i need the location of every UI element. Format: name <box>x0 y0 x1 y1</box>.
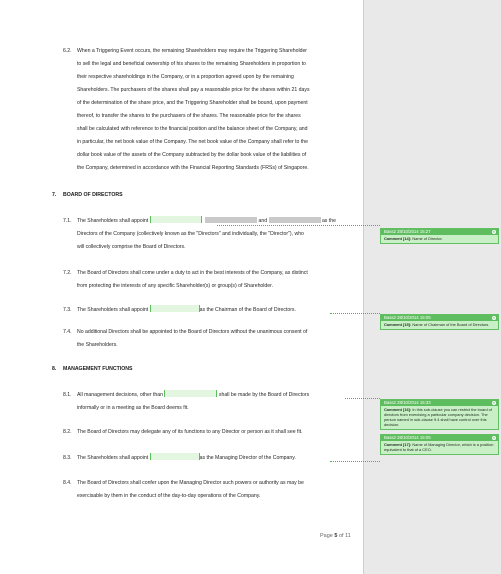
comment-margin <box>363 0 501 574</box>
comment-header <box>381 315 498 321</box>
section-number: 7. <box>52 192 57 198</box>
clause-number: 8.2. <box>63 429 72 435</box>
text-line: Shareholders. The purchasers of the shares shall pay a reasonable price for the shares within 21 days <box>77 87 310 93</box>
text-run: The Shareholders shall appoint <box>77 455 149 461</box>
clause-8-1-line-1 <box>77 390 309 400</box>
comment-balloon-16[interactable] <box>380 399 499 430</box>
comment-connector <box>330 313 380 314</box>
comment-text: In this sub-clause you can restrict the board of directors from exercising a particular company decision. The person named in sub-clause 9.4 shall have control over this decision. <box>384 407 492 427</box>
comment-connector <box>217 225 380 226</box>
comment-connector <box>345 398 380 399</box>
comment-author-date: Bass2 28/10/2014 15:27 <box>384 229 431 234</box>
comment-label: Comment [17]: <box>384 442 412 447</box>
text-line: will collectively comprise the Board of Directors. <box>77 244 186 250</box>
comment-text: Name of Director. <box>412 236 443 241</box>
text-run: shall be made by the Board of Directors <box>218 392 310 398</box>
comment-label: Comment [14]: <box>384 236 412 241</box>
text-run: as the Managing Director of the Company. <box>199 455 296 461</box>
comment-header <box>381 400 498 406</box>
text-line: No additional Directors shall be appointed to the Board of Directors without the unanimous consent of <box>77 329 308 335</box>
clause-number: 7.3. <box>63 307 72 313</box>
clause-number: 7.4. <box>63 329 72 335</box>
text-line: informally or in a meeting as the Board deems fit. <box>77 405 189 411</box>
section-number: 8. <box>52 366 57 372</box>
restricted-decision-field[interactable] <box>164 390 217 397</box>
close-icon[interactable]: × <box>492 399 495 405</box>
text-line: in particular, the net book value of the Company. The net book value of the Company shall refer to the <box>77 139 308 145</box>
close-icon[interactable]: × <box>492 314 495 320</box>
comment-text: Name of Managing Director, which is a position equivalent to that of a CEO. <box>384 442 494 452</box>
redacted-text <box>269 217 321 223</box>
text-line: their respective shareholdings in the Company, or in a proportion agreed upon by the remaining <box>77 74 294 80</box>
comment-body <box>381 321 498 329</box>
clause-number: 6.2. <box>63 48 72 54</box>
clause-8-3-line-1 <box>77 453 296 463</box>
text-line: The Board of Directors shall confer upon the Managing Director such powers or authority as may be <box>77 480 304 486</box>
text-line: Directors of the Company (collectively known as the "Directors" and individually, the "Director"), who <box>77 231 304 237</box>
total-pages: 11 <box>345 533 351 539</box>
director-name-field[interactable] <box>150 216 202 223</box>
text-run: as the Chairman of the Board of Directors. <box>199 307 296 313</box>
clause-number: 8.3. <box>63 455 72 461</box>
comment-body <box>381 406 498 429</box>
text-run: All management decisions, other than <box>77 392 164 398</box>
comment-author-date: Bass2 28/10/2014 15:05 <box>384 435 431 440</box>
text-line: exercisable by them in the conduct of the day-to-day operations of the Company. <box>77 493 261 499</box>
section-heading: BOARD OF DIRECTORS <box>63 192 123 198</box>
text-line: When a Triggering Event occurs, the remaining Shareholders may require the Triggering Shareholder <box>77 48 308 54</box>
close-icon[interactable]: × <box>492 434 495 440</box>
comment-body <box>381 235 498 243</box>
comment-label: Comment [15]: <box>384 322 412 327</box>
comment-text: Name of Chairman of the Board of Directors. <box>412 322 490 327</box>
clause-number: 8.1. <box>63 392 72 398</box>
comment-connector <box>330 461 380 462</box>
text-line: of the determination of the share price, and the Triggering Shareholder shall be bound, upon payment <box>77 100 308 106</box>
section-heading: MANAGEMENT FUNCTIONS <box>63 366 133 372</box>
chairman-name-field[interactable] <box>150 305 200 312</box>
comment-author-date: Bass2 28/10/2014 15:33 <box>384 400 431 405</box>
page-label: Page <box>320 533 333 539</box>
clause-number: 7.2. <box>63 270 72 276</box>
redacted-text <box>205 217 257 223</box>
text-run: and <box>258 218 268 224</box>
text-run: as the <box>321 218 336 224</box>
text-line: The Board of Directors shall come under a duty to act in the best interests of the Company, as distinct <box>77 270 308 276</box>
text-line: to sell the legal and beneficial ownership of his shares to the remaining Shareholders in proportion to <box>77 61 306 67</box>
clause-number: 8.4. <box>63 480 72 486</box>
comment-balloon-14[interactable] <box>380 228 499 244</box>
text-run: The Shareholders shall appoint <box>77 307 149 313</box>
page-number <box>320 533 351 539</box>
clause-number: 7.1. <box>63 218 72 224</box>
current-page: 5 <box>334 533 338 539</box>
text-line: the Company, determined in accordance with the Financial Reporting Standards (FRSs) of Singapore. <box>77 165 309 171</box>
comment-header <box>381 229 498 235</box>
managing-director-name-field[interactable] <box>150 453 200 460</box>
text-line: thereof, to transfer the shares to the purchasers of the shares. The reasonable price for the shares <box>77 113 301 119</box>
text-line: the Shareholders. <box>77 342 118 348</box>
text-line: dollar book value of the assets of the Company subtracted by the dollar book value of the liabilities of <box>77 152 307 158</box>
text-line: shall be calculated with reference to the financial position and the balance sheet of the Company, and <box>77 126 308 132</box>
text-line: from protecting the interests of any specific Shareholder(s) or group(s) of Shareholder. <box>77 283 274 289</box>
comment-balloon-17[interactable] <box>380 434 499 455</box>
comment-balloon-15[interactable] <box>380 314 499 330</box>
text-line: The Board of Directors may delegate any of its functions to any Director or person as it shall see fit. <box>77 429 303 435</box>
page-of: of <box>338 533 344 539</box>
comment-label: Comment [16]: <box>384 407 412 412</box>
clause-7-3-line-1 <box>77 305 296 315</box>
comment-header <box>381 435 498 441</box>
comment-body <box>381 441 498 454</box>
close-icon[interactable]: × <box>492 228 495 234</box>
text-run: The Shareholders shall appoint <box>77 218 149 224</box>
comment-author-date: Bass2 28/10/2014 15:05 <box>384 315 431 320</box>
